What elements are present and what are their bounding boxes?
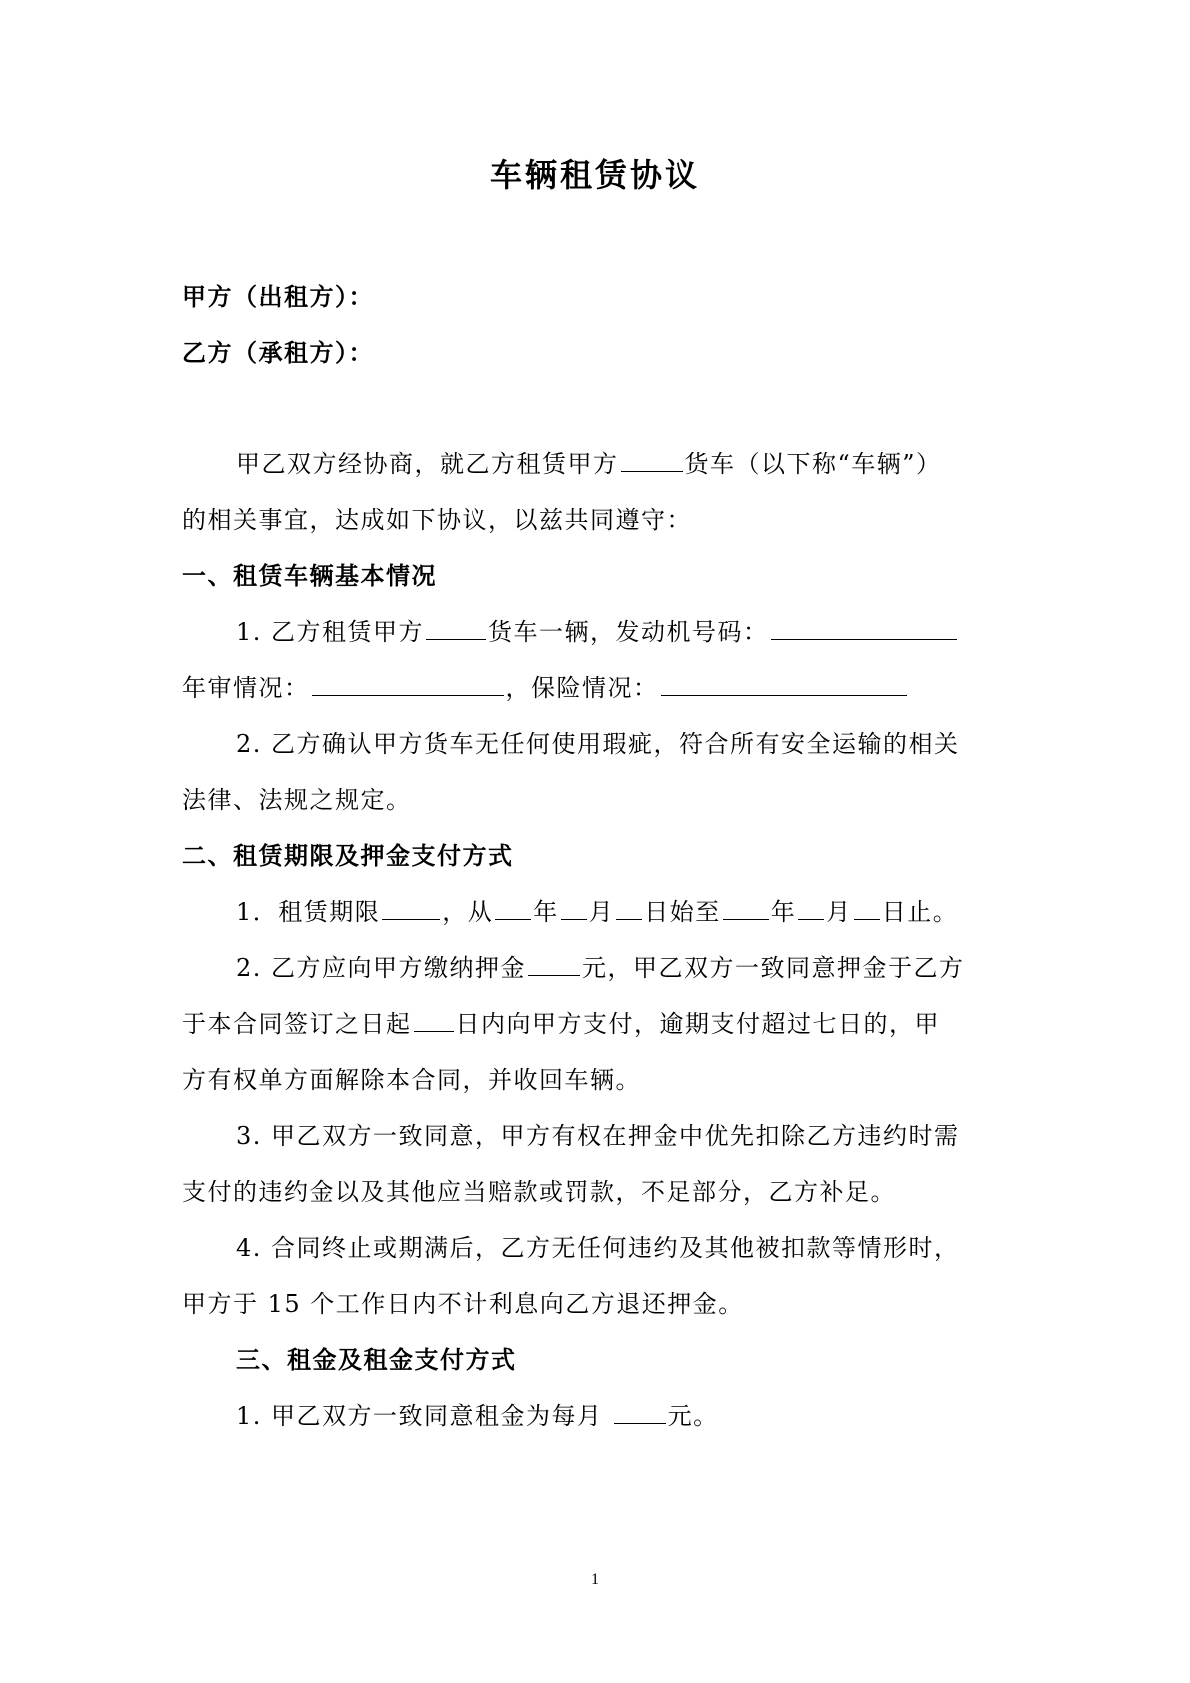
engine-number-blank [771,617,957,640]
end-year-blank [723,897,769,920]
section-2-title: 二、租赁期限及押金支付方式 [182,841,514,870]
sec1-p1-text-c: 年审情况： [182,674,310,702]
rent-text-b: 元。 [667,1402,719,1430]
party-b-label: 乙方（承租方）： [182,338,374,367]
payment-days-blank [414,1009,454,1032]
sec2-para3-line1: 3. 甲乙双方一致同意，甲方有权在押金中优先扣除乙方违约时需 [236,1122,960,1150]
start-year-blank [495,897,531,920]
party-a-label: 甲方（出租方）： [182,282,374,311]
sec1-p1-text-d: ，保险情况： [505,674,659,702]
document-title: 车辆租赁协议 [489,156,700,194]
sec1-para1-line2 [182,671,1012,705]
deposit-text-b: 元，甲乙双方一致同意押金于乙方 [582,954,965,982]
start-day-blank [616,897,642,920]
intro-line-2: 的相关事宜，达成如下协议，以兹共同遵守： [182,506,692,534]
intro-text-1a: 甲乙双方经协商，就乙方租赁甲方 [236,450,619,478]
monthly-rent-blank [614,1401,666,1424]
intro-text-1b: 货车（以下称“车辆”） [684,450,942,478]
from-label: ，从 [442,898,494,926]
rent-text-a: 1. 甲乙双方一致同意租金为每月 [236,1402,603,1430]
year-label-2: 年 [770,898,797,926]
deposit-text-d: 日内向甲方支付，逾期支付超过七日的，甲 [455,1010,940,1038]
intro-line-1 [236,447,1012,481]
deposit-amount-blank [528,953,580,976]
start-to-label: 日始至 [644,898,721,926]
sec2-para2-line2 [182,1007,1012,1041]
deposit-text-c: 于本合同签订之日起 [182,1010,412,1038]
sec2-para2-line3: 方有权单方面解除本合同，并收回车辆。 [182,1066,641,1094]
sec1-p1-text-b: 货车一辆，发动机号码： [488,618,769,646]
insurance-blank [661,673,907,696]
sec1-para1-line1 [236,615,1012,649]
sec2-para4-line2: 甲方于 15 个工作日内不计利息向乙方退还押金。 [182,1290,744,1318]
sec1-p1-text-a: 1. 乙方租赁甲方 [236,618,425,646]
sec1-para2-line1: 2. 乙方确认甲方货车无任何使用瑕疵，符合所有安全运输的相关 [236,730,960,758]
sec1-para2-line2: 法律、法规之规定。 [182,786,412,814]
page-number: 1 [591,1571,599,1588]
sec2-para1 [236,895,1012,929]
sec2-para2-line1 [236,951,1012,985]
end-label: 日止。 [881,898,959,926]
lease-term-label: 1．租赁期限 [236,898,381,926]
truck-type-blank [621,449,683,472]
section-1-title: 一、租赁车辆基本情况 [182,561,437,590]
truck-type-blank-2 [426,617,486,640]
section-3-title: 三、租金及租金支付方式 [236,1345,517,1374]
month-label-2: 月 [826,898,852,926]
start-month-blank [561,897,587,920]
year-label: 年 [533,898,559,926]
annual-review-blank [312,673,504,696]
sec2-para3-line2: 支付的违约金以及其他应当赔款或罚款，不足部分，乙方补足。 [182,1178,896,1206]
sec3-para1 [236,1399,1012,1433]
end-month-blank [798,897,824,920]
deposit-text-a: 2. 乙方应向甲方缴纳押金 [236,954,527,982]
sec2-para4-line1: 4. 合同终止或期满后，乙方无任何违约及其他被扣款等情形时， [236,1234,960,1262]
month-label: 月 [588,898,615,926]
end-day-blank [854,897,880,920]
lease-term-blank [382,897,440,920]
